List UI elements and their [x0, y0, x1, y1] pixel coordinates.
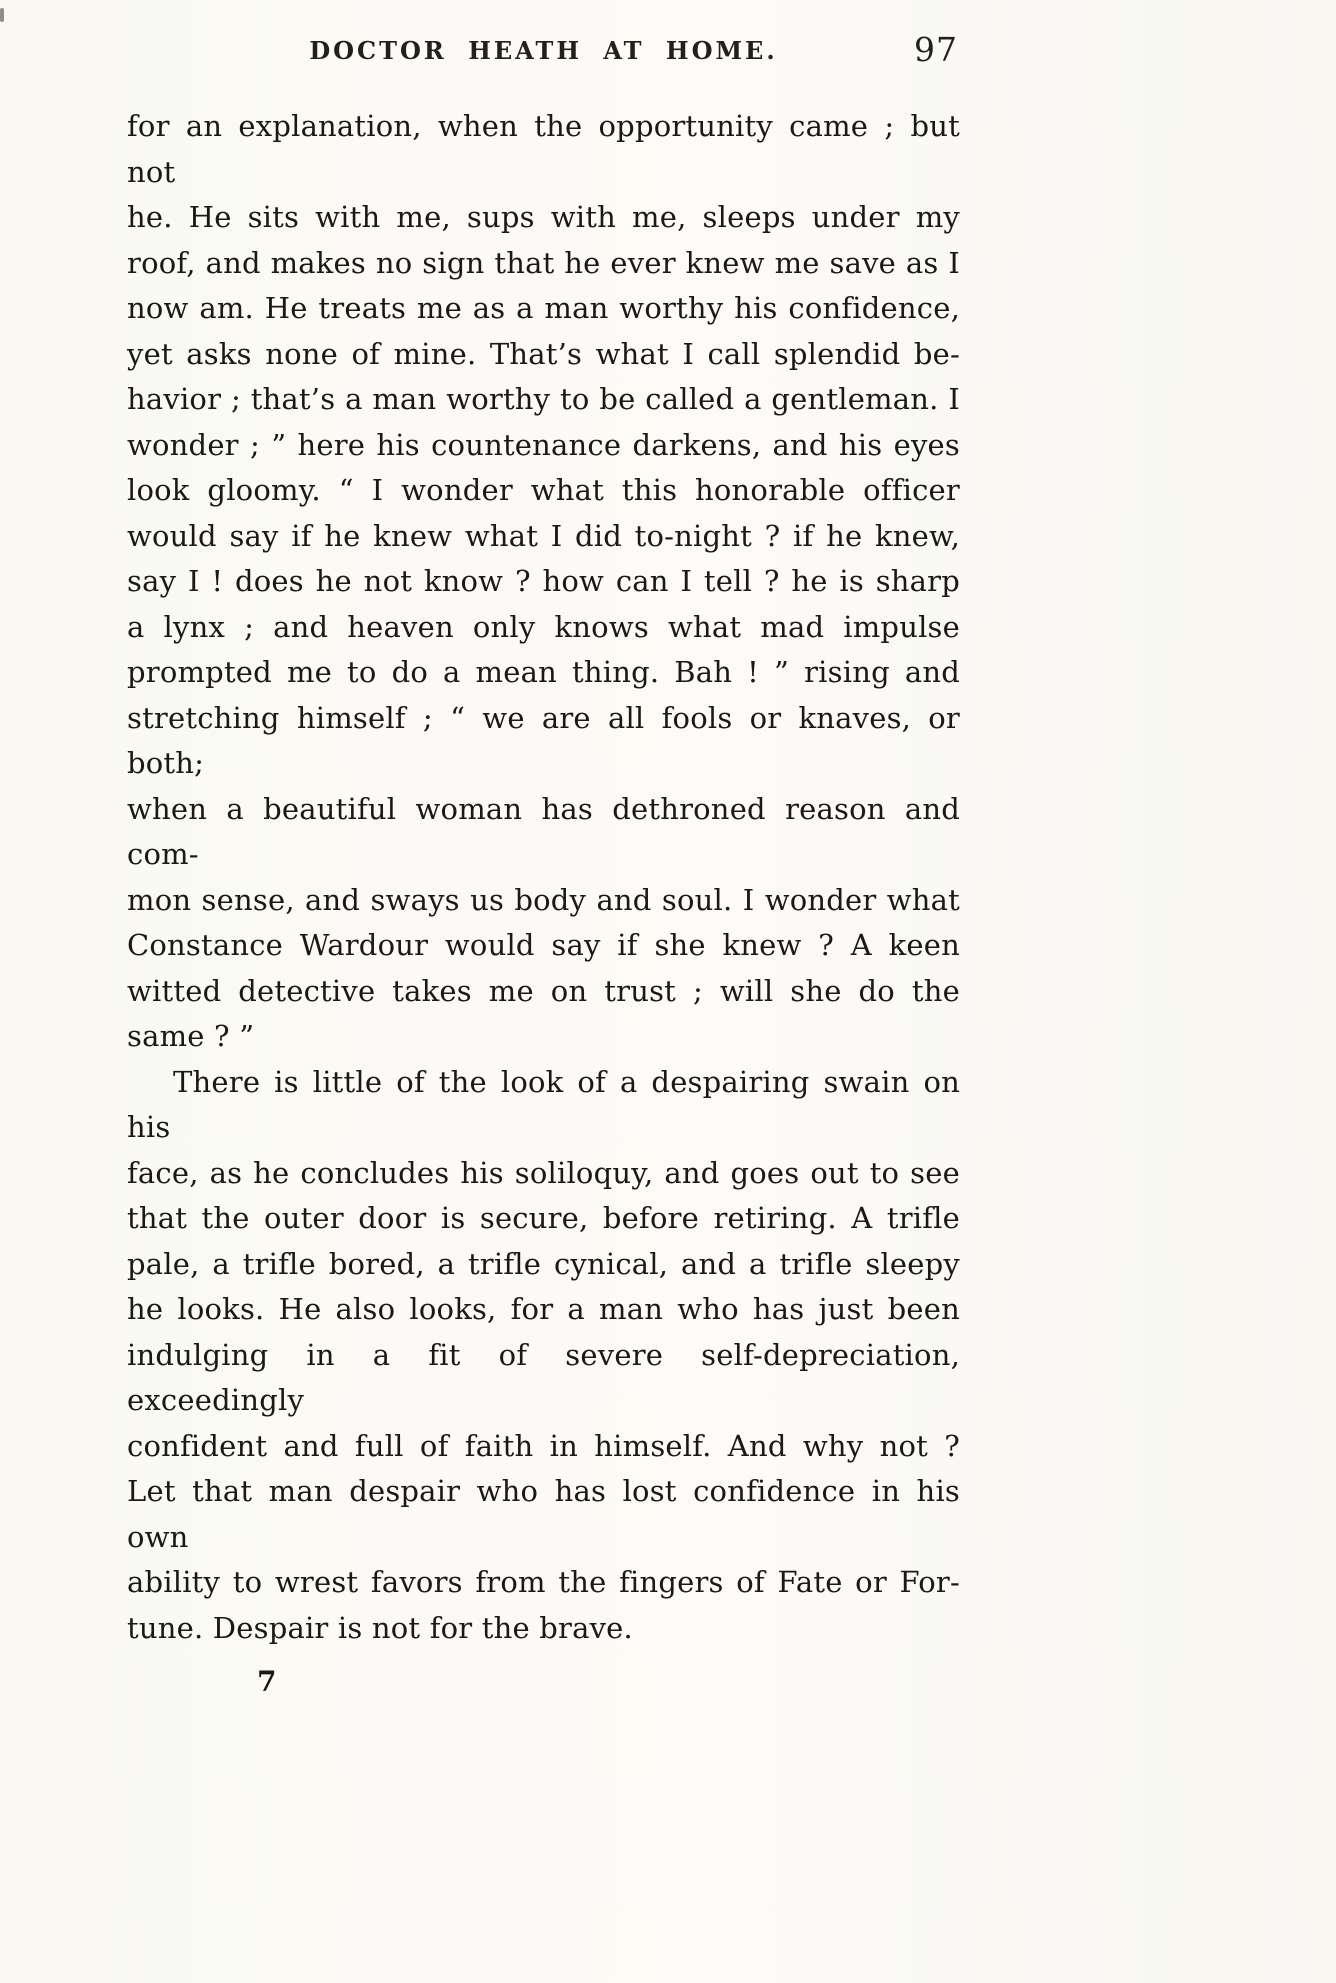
text-line: yet asks none of mine. That’s what I call splendid be-	[127, 336, 960, 371]
paragraph-1	[127, 104, 960, 1060]
text-line: say I ! does he not know ? how can I tell ? he is sharp	[127, 564, 960, 598]
text-line: mon sense, and sways us body and soul. I wonder what	[127, 882, 960, 917]
paragraph-2	[127, 1060, 960, 1652]
text-block	[127, 30, 960, 1698]
text-line: a lynx ; and heaven only knows what mad impulse	[127, 609, 960, 644]
text-line: same ? ”	[127, 1019, 255, 1053]
page-number: 97	[914, 30, 958, 69]
signature-mark: 7	[257, 1665, 277, 1698]
text-line: indulging in a fit of severe self-depreciation, exceedingly	[127, 1337, 960, 1417]
text-line: havior ; that’s a man worthy to be called a gentleman. I	[127, 382, 960, 416]
text-line: Let that man despair who has lost confidence in his own	[127, 1474, 960, 1554]
text-line: that the outer door is secure, before retiring. A trifle	[127, 1201, 960, 1235]
text-line: pale, a trifle bored, a trifle cynical, and a trifle sleepy	[127, 1246, 960, 1281]
text-line: Constance Wardour would say if she knew ? A keen	[127, 928, 960, 962]
text-line: confident and full of faith in himself. And why not ?	[127, 1428, 960, 1463]
page-header	[127, 30, 960, 76]
text-line: witted detective takes me on trust ; will she do the	[127, 973, 960, 1008]
scan-artifact	[0, 8, 4, 22]
text-line: face, as he concludes his soliloquy, and goes out to see	[127, 1155, 960, 1190]
text-line: would say if he knew what I did to-night ? if he knew,	[127, 518, 960, 553]
text-line: stretching himself ; “ we are all fools or knaves, or both;	[127, 700, 960, 780]
text-line: There is little of the look of a despairing swain on his	[127, 1064, 960, 1144]
text-line: now am. He treats me as a man worthy his confidence,	[127, 291, 960, 325]
text-line: he looks. He also looks, for a man who has just been	[127, 1292, 960, 1326]
text-line: prompted me to do a mean thing. Bah ! ” rising and	[127, 655, 960, 689]
page-body	[127, 104, 960, 1651]
text-line: wonder ; ” here his countenance darkens, and his eyes	[127, 427, 960, 462]
text-line: look gloomy. “ I wonder what this honorable officer	[127, 473, 960, 507]
text-line: he. He sits with me, sups with me, sleeps under my	[127, 200, 960, 234]
text-line: tune. Despair is not for the brave.	[127, 1610, 633, 1645]
text-line: when a beautiful woman has dethroned reason and com-	[127, 791, 960, 871]
text-line: roof, and makes no sign that he ever knew me save as I	[127, 245, 960, 280]
text-line: for an explanation, when the opportunity came ; but not	[127, 109, 960, 189]
running-title: DOCTOR HEATH AT HOME.	[309, 36, 778, 65]
text-line: ability to wrest favors from the fingers of Fate or For-	[127, 1565, 960, 1599]
